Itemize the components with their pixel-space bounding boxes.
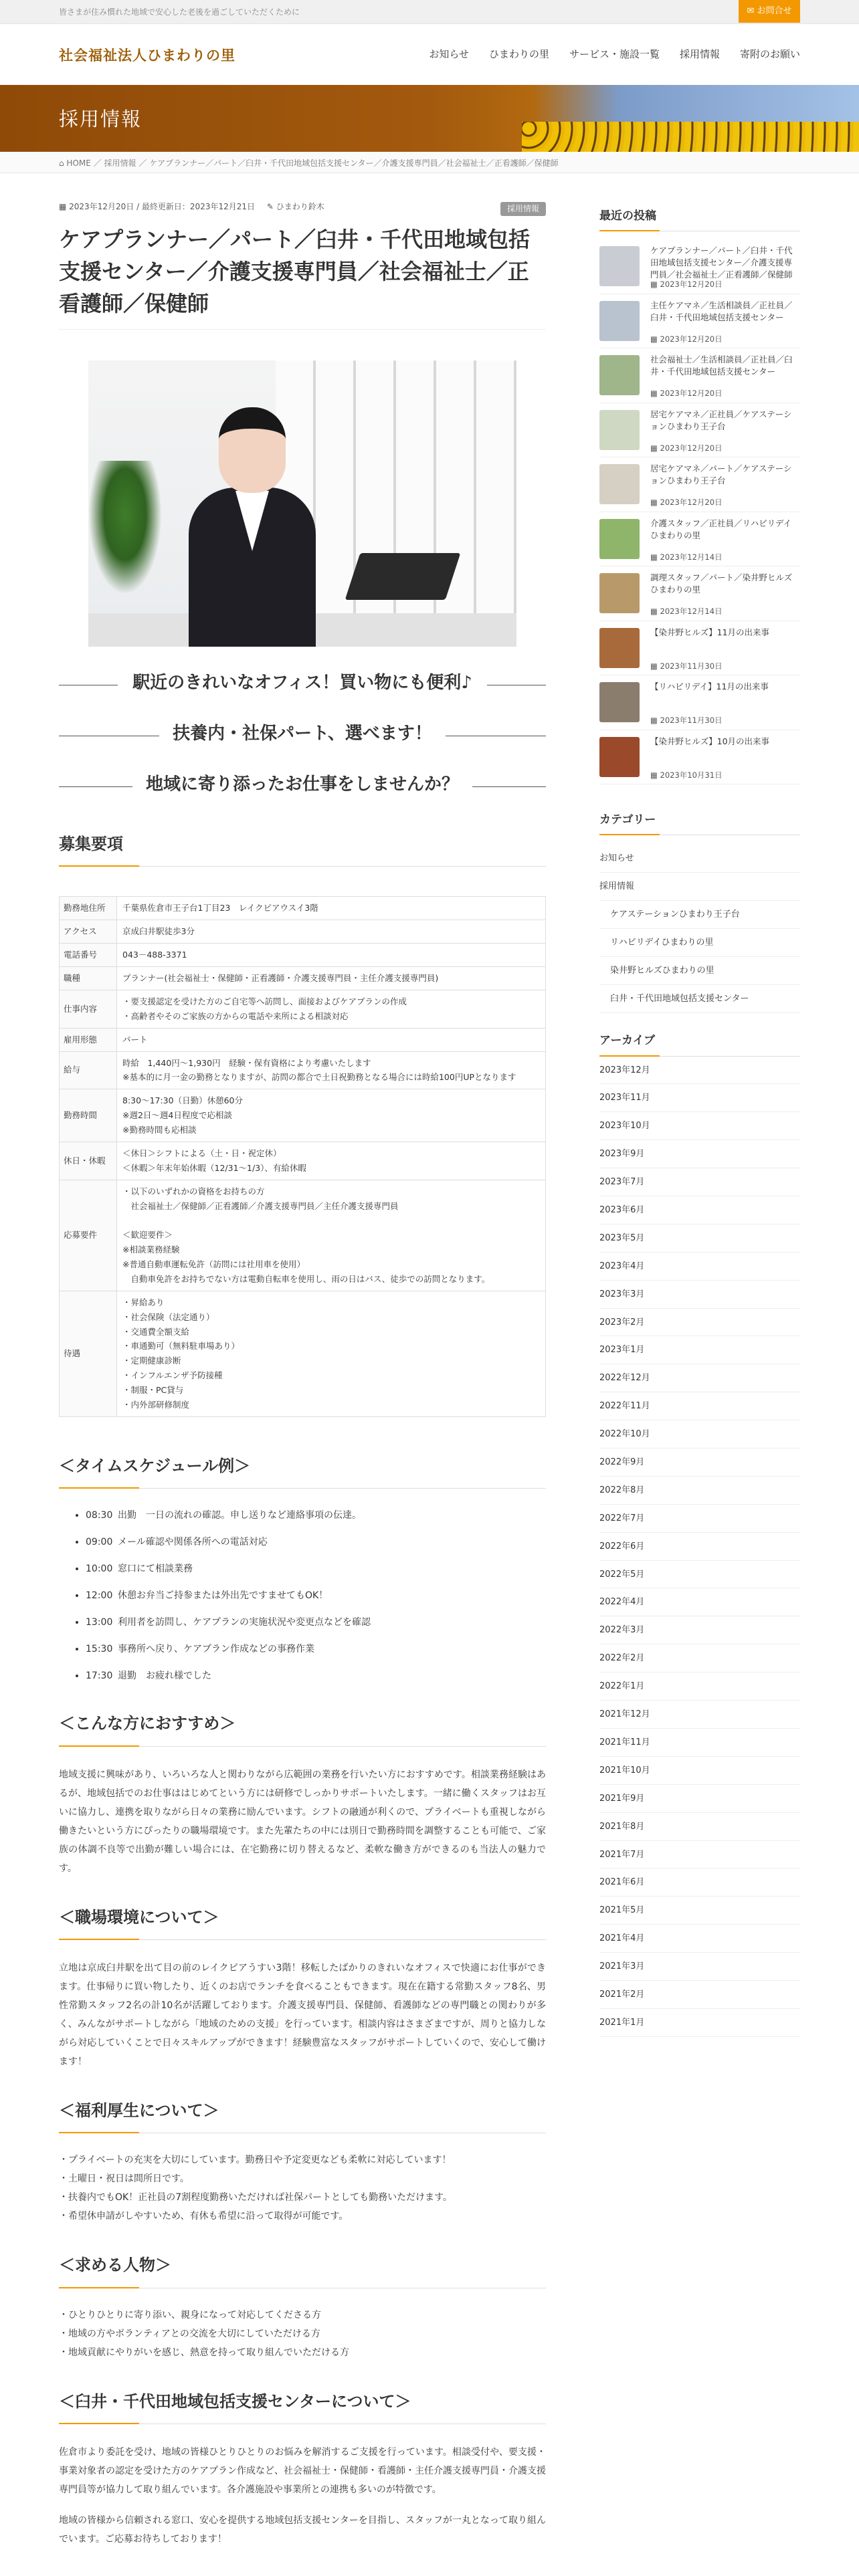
post-title: ケアプランナー／パート／臼井・千代田地域包括支援センター／介護支援専門員／社会福祉士／正看護師／保健師	[59, 223, 546, 330]
recent-post-item[interactable]	[599, 239, 800, 294]
archive-item[interactable]: 2021年8月	[599, 1813, 800, 1841]
recent-post-date: ▦ 2023年12月20日	[650, 334, 723, 344]
recent-post-date: ▦ 2023年11月30日	[650, 716, 723, 726]
recent-post-item[interactable]	[599, 294, 800, 349]
recent-post-item[interactable]	[599, 512, 800, 567]
recruit-table-row	[60, 944, 546, 967]
schedule-time: 12:00	[86, 1590, 113, 1602]
archive-item[interactable]: 2022年7月	[599, 1505, 800, 1533]
recent-post-title[interactable]: 介護スタッフ／正社員／リハビリデイひまわりの里	[650, 518, 792, 540]
archive-item[interactable]: 2023年7月	[599, 1168, 800, 1196]
post-meta	[59, 201, 546, 218]
recent-post-title[interactable]: 【リハビリデイ】11月の出来事	[650, 681, 769, 692]
archive-item[interactable]: 2023年2月	[599, 1309, 800, 1337]
recent-post-date: ▦ 2023年12月20日	[650, 280, 723, 290]
recruit-table-row	[60, 1142, 546, 1180]
nav-services[interactable]: サービス・施設一覧	[569, 48, 660, 60]
schedule-time: 15:30	[86, 1644, 113, 1655]
recruit-table-label: 応募要件	[60, 1180, 117, 1291]
recent-post-thumbnail[interactable]	[599, 301, 640, 341]
archive-item[interactable]: 2023年12月	[599, 1057, 800, 1085]
archive-item[interactable]: 2022年5月	[599, 1561, 800, 1589]
recruit-table-row	[60, 1291, 546, 1416]
recent-post-date-text: 2023年12月14日	[660, 552, 723, 562]
archive-item[interactable]: 2021年4月	[599, 1925, 800, 1953]
recruit-table-value: プランナー(社会福祉士・保健師・正看護師・介護支援専門員・主任介護支援専門員)	[117, 967, 546, 990]
category-item[interactable]: 採用情報	[599, 873, 800, 901]
recruit-table-label: 雇用形態	[60, 1028, 117, 1051]
main-content	[59, 201, 546, 2549]
archive-item[interactable]: 2021年10月	[599, 1757, 800, 1785]
recommend-text: 地域支援に興味があり、いろいろな人と関わりながら広範囲の業務を行いたい方におすすめです。相談業務経験はあるが、地域包括でのお仕事ははじめてという方には研修でしっかりサポートいたします。一緒に働くスタッフはお互いに協力し、連携を取りながら日々の業務に励んでいます。シフトの融通が利くので、プライベートも重視しながら働きたいという方にぴったりの職場環境です。また先輩たちの中には別日で勤務時間を調整することも可能で、ご家族の体調不良等で出勤が難しい場合には、在宅勤務に切り替えるなど、柔軟な働き方ができるのも当法人の魅力です。	[59, 1769, 546, 1874]
lead-text-1	[59, 669, 546, 700]
recruit-table-value: 京成臼井駅徒歩3分	[117, 920, 546, 944]
recent-post-title[interactable]: 社会福祉士／生活相談員／正社員／臼井・千代田地域包括支援センター	[650, 354, 793, 377]
nav-recruit[interactable]: 採用情報	[679, 48, 720, 60]
archive-item[interactable]: 2021年2月	[599, 1981, 800, 2009]
recruit-table-row	[60, 897, 546, 920]
center-text-2: 地域の皆様から信頼される窓口、安心を提供する地域包括支援センターを目指し、スタッフが一丸となって取り組んでいます。ご応募お待ちしております！	[59, 2515, 546, 2545]
schedule-text: 事務所へ戻り、ケアプラン作成などの事務作業	[118, 1644, 314, 1655]
archive-item[interactable]: 2022年9月	[599, 1448, 800, 1477]
welfare-item: ・希望休申請がしやすいため、有休も希望に沿って取得が可能です。	[59, 2211, 349, 2222]
author[interactable]: ✎ ひまわり鈴木	[266, 202, 324, 211]
category-item[interactable]: 染井野ヒルズひまわりの里	[599, 957, 800, 985]
recruit-table-value: ＜休日＞シフトによる（土・日・祝定休） ＜休暇＞年末年始休暇（12/31〜1/3）、有給休暇	[117, 1142, 546, 1180]
recruit-table	[59, 896, 546, 1416]
recent-post-thumbnail[interactable]	[599, 573, 640, 613]
recent-post-date-text: 2023年10月31日	[660, 770, 723, 780]
archive-item[interactable]: 2021年6月	[599, 1868, 800, 1897]
schedule-text: 休憩お弁当ご持参または外出先ですませてもOK！	[118, 1590, 328, 1602]
person-item: ・地域貢献にやりがいを感じ、熱意を持って取り組んでいただける方	[59, 2347, 349, 2358]
category-list	[599, 845, 800, 1013]
schedule-time: 17:30	[86, 1671, 113, 1682]
site-tagline: 皆さまが住み慣れた地域で安心した老後を過ごしていただくために	[59, 7, 300, 17]
recent-post-title[interactable]: 居宅ケアマネ／パート／ケアステーションひまわり王子台	[650, 463, 792, 486]
archive-item[interactable]: 2021年12月	[599, 1701, 800, 1729]
recruit-table-value: ・以下のいずれかの資格をお持ちの方 社会福祉士／保健師／正看護師／介護支援専門員／主任介護支援専門員 ＜歓迎要件＞ ※相談業務経験 ※普通自動車運転免許（訪問には社用車を使用） 自動車免許をお持ちでない方は電動自転車を使用し、雨の日はバス、徒歩での訪問となります。	[117, 1180, 546, 1291]
recent-post-date-text: 2023年11月30日	[660, 661, 723, 671]
recent-post-item[interactable]	[599, 730, 800, 785]
recruit-table-label: 電話番号	[60, 944, 117, 967]
recruit-table-label: 職種	[60, 967, 117, 990]
recent-post-title[interactable]: 【染井野ヒルズ】10月の出来事	[650, 736, 770, 746]
welfare-heading: ＜福利厚生について＞	[59, 2098, 546, 2133]
schedule-item	[86, 1642, 546, 1669]
recent-post-date: ▦ 2023年12月14日	[650, 552, 723, 562]
staff-photo	[88, 360, 516, 647]
recruit-table-row	[60, 967, 546, 990]
recruit-table-value: 043－488-3371	[117, 944, 546, 967]
archive-list	[599, 1057, 800, 2037]
archive-item[interactable]: 2022年10月	[599, 1420, 800, 1448]
recruit-table-value: パート	[117, 1028, 546, 1051]
schedule-text: 利用者を訪問し、ケアプランの実施状況や変更点などを確認	[118, 1617, 371, 1628]
schedule-item	[86, 1589, 546, 1616]
archive-item[interactable]: 2022年11月	[599, 1392, 800, 1420]
category-badge[interactable]: 採用情報	[500, 202, 546, 216]
archive-item[interactable]: 2022年4月	[599, 1588, 800, 1616]
lead-text-1-label: 駅近のきれいなオフィス！買い物にも便利♪	[120, 673, 484, 693]
recruit-table-row	[60, 920, 546, 944]
page-banner	[0, 85, 859, 152]
archive-item[interactable]: 2022年6月	[599, 1533, 800, 1561]
welfare-list	[59, 2151, 546, 2226]
schedule-item	[86, 1562, 546, 1589]
archive-item[interactable]: 2021年3月	[599, 1953, 800, 1981]
recent-post-item[interactable]	[599, 675, 800, 730]
person-heading: ＜求める人物＞	[59, 2252, 546, 2288]
recent-post-date: ▦ 2023年12月20日	[650, 443, 723, 453]
schedule-time: 09:00	[86, 1537, 113, 1548]
schedule-time: 10:00	[86, 1564, 113, 1575]
recent-post-date-text: 2023年11月30日	[660, 716, 723, 726]
recent-post-date: ▦ 2023年12月20日	[650, 389, 723, 399]
recent-post-thumbnail[interactable]	[599, 410, 640, 450]
lead-text-2	[59, 720, 546, 751]
recent-post-item[interactable]	[599, 621, 800, 676]
recruit-table-value: 時給 1,440円〜1,930円 経験・保有資格により考慮いたします ※基本的に月一金の勤務となりますが、訪問の都合で土日祝勤務となる場合には時給100円UPとなります	[117, 1051, 546, 1089]
sunflower-field-image	[522, 122, 859, 152]
recruit-table-value: 千葉県佐倉市王子台1丁目23 レイクピアウスイ3階	[117, 897, 546, 920]
recruit-table-value: ・要支援認定を受けた方のご自宅等へ訪問し、面接およびケアプランの作成 ・高齢者やそのご家族の方からの電話や来所による相談対応	[117, 990, 546, 1028]
recent-post-title[interactable]: ケアプランナー／パート／臼井・千代田地域包括支援センター／介護支援専門員／社会福祉士／正看護師／保健師	[650, 245, 793, 280]
recruit-table-row	[60, 990, 546, 1028]
recent-post-date-text: 2023年12月20日	[660, 498, 723, 508]
schedule-item	[86, 1669, 546, 1696]
recent-post-date: ▦ 2023年10月31日	[650, 770, 723, 780]
recent-posts-list	[599, 239, 800, 784]
breadcrumb	[0, 152, 859, 173]
recommend-heading: ＜こんな方におすすめ＞	[59, 1711, 546, 1746]
schedule-time: 08:30	[86, 1510, 113, 1521]
updated-date-text: 最終更新日：2023年12月21日	[141, 202, 256, 211]
recent-post-thumbnail[interactable]	[599, 682, 640, 722]
recruit-table-label: アクセス	[60, 920, 117, 944]
archive-item[interactable]: 2022年3月	[599, 1616, 800, 1644]
archive-item[interactable]: 2021年1月	[599, 2009, 800, 2037]
recent-post-thumbnail[interactable]	[599, 628, 640, 668]
recent-post-date-text: 2023年12月20日	[660, 280, 723, 290]
recent-post-item[interactable]	[599, 403, 800, 458]
schedule-heading: ＜タイムスケジュール例＞	[59, 1453, 546, 1489]
recent-post-date: ▦ 2023年12月20日	[650, 498, 723, 508]
published-date-text: 2023年12月20日	[69, 202, 134, 211]
center-text-1: 佐倉市より委託を受け、地域の皆様ひとりひとりのお悩みを解消するご支援を行っています。相談受付や、要支援・事業対象者の認定を受けた方のケアプラン作成など、社会福祉士・保健師・看護師・主任介護支援専門員・介護支援専門員等が協力して取り組んでいます。各介護施設や事業所との連携も多いのが特徴です。	[59, 2447, 546, 2496]
environment-text: 立地は京成臼井駅を出て目の前のレイクピアうすい3階！移転したばかりのきれいなオフィスで快適にお仕事ができます。仕事帰りに買い物したり、近くのお店でランチを食べることもできます。現在在籍する常勤スタッフ8名、男性常勤スタッフ2名の計10名が活躍しております。介護支援専門員、保健師、看護師などの専門職との関わりが多く、みんながサポートしながら「地域のための支援」を行っています。相談内容はさまざまですが、周りと協力しながら対応していくことで日々スキルアップができます！経験豊富なスタッフがサポートしていくので、安心して働けます！	[59, 1962, 546, 2067]
recent-post-date-text: 2023年12月20日	[660, 334, 723, 344]
schedule-text: メール確認や関係各所への電話対応	[118, 1537, 268, 1548]
recent-post-thumbnail[interactable]	[599, 737, 640, 777]
archive-item[interactable]: 2022年2月	[599, 1644, 800, 1673]
recruit-table-row	[60, 1089, 546, 1142]
category-heading: カテゴリー	[599, 811, 800, 835]
archive-item[interactable]: 2023年6月	[599, 1196, 800, 1224]
recent-post-title[interactable]: 調理スタッフ／パート／染井野ヒルズひまわりの里	[650, 572, 793, 595]
welfare-item: ・プライベートの充実を大切にしています。勤務日や予定変更なども柔軟に対応しています！	[59, 2155, 452, 2166]
recent-post-thumbnail[interactable]	[599, 355, 640, 395]
recruit-table-label: 勤務時間	[60, 1089, 117, 1142]
recent-post-date: ▦ 2023年12月14日	[650, 607, 723, 617]
recruit-table-label: 休日・休暇	[60, 1142, 117, 1180]
lead-text-3-label: 地域に寄り添ったお仕事をしませんか？	[134, 774, 471, 794]
recruit-table-row	[60, 1028, 546, 1051]
category-item[interactable]: ケアステーションひまわり王子台	[599, 901, 800, 929]
schedule-item	[86, 1616, 546, 1642]
archive-item[interactable]: 2023年9月	[599, 1140, 800, 1168]
person-list	[59, 2306, 546, 2362]
person-item: ・地域の方やボランティアとの交流を大切にしていただける方	[59, 2328, 320, 2339]
breadcrumb-text[interactable]: ⌂ HOME ／ 採用情報 ／ ケアプランナー／パート／臼井・千代田地域包括支援センター／介護支援専門員／社会福祉士／正看護師／保健師	[59, 158, 559, 168]
archive-item[interactable]: 2021年5月	[599, 1897, 800, 1925]
recent-post-thumbnail[interactable]	[599, 464, 640, 504]
schedule-text: 窓口にて相談業務	[118, 1564, 193, 1575]
schedule-item	[86, 1509, 546, 1535]
schedule-list	[59, 1509, 546, 1696]
archive-item[interactable]: 2021年9月	[599, 1785, 800, 1813]
global-nav	[429, 46, 800, 62]
sidebar	[599, 207, 800, 2037]
recent-post-date-text: 2023年12月14日	[660, 607, 723, 617]
recent-post-date-text: 2023年12月20日	[660, 389, 723, 399]
author-name: ひまわり鈴木	[276, 202, 324, 211]
center-heading: ＜臼井・千代田地域包括支援センターについて＞	[59, 2389, 546, 2424]
recent-post-date-text: 2023年12月20日	[660, 443, 723, 453]
archive-item[interactable]: 2023年1月	[599, 1336, 800, 1364]
recent-post-item[interactable]	[599, 566, 800, 621]
welfare-item: ・扶養内でもOK！正社員の7割程度勤務いただければ社保パートとしても勤務いただけます。	[59, 2192, 452, 2204]
recent-post-item[interactable]	[599, 457, 800, 512]
archive-item[interactable]: 2022年1月	[599, 1673, 800, 1701]
schedule-time: 13:00	[86, 1617, 113, 1628]
recent-post-thumbnail[interactable]	[599, 519, 640, 559]
archive-item[interactable]: 2023年11月	[599, 1084, 800, 1112]
page-title: 採用情報	[59, 108, 142, 130]
schedule-text: 出勤 一日の流れの確認。申し送りなど連絡事項の伝達。	[118, 1510, 361, 1521]
published-date: ▦ 2023年12月20日 / 最終更新日：2023年12月21日	[59, 202, 256, 211]
category-item[interactable]: お知らせ	[599, 845, 800, 873]
environment-heading: ＜職場環境について＞	[59, 1905, 546, 1940]
archive-heading: アーカイブ	[599, 1032, 800, 1056]
recent-post-item[interactable]	[599, 348, 800, 403]
contact-button[interactable]: ✉ お問合せ	[739, 0, 800, 23]
recruit-table-label: 給与	[60, 1051, 117, 1089]
nav-donation[interactable]: 寄附のお願い	[739, 48, 800, 60]
recruit-table-row	[60, 1180, 546, 1291]
person-item: ・ひとりひとりに寄り添い、親身になって対応してくださる方	[59, 2309, 321, 2321]
site-header	[0, 25, 859, 85]
recent-post-thumbnail[interactable]	[599, 246, 640, 286]
top-bar	[0, 0, 859, 24]
lead-text-2-label: 扶養内・社保パート、選べます！	[161, 724, 444, 744]
recruit-table-value: ・昇給あり ・社会保険（法定通り） ・交通費全額支給 ・車通勤可（無料駐車場あり） ・定期健康診断 ・インフルエンザ予防接種 ・制服・PC貸与 ・内外部研修制度	[117, 1291, 546, 1416]
recruit-table-row	[60, 1051, 546, 1089]
recent-post-title[interactable]: 【染井野ヒルズ】11月の出来事	[650, 627, 770, 637]
recruit-table-label: 勤務地住所	[60, 897, 117, 920]
archive-item[interactable]: 2021年11月	[599, 1729, 800, 1757]
recent-post-title[interactable]: 居宅ケアマネ／正社員／ケアステーションひまわり王子台	[650, 409, 792, 431]
schedule-text: 退勤 お疲れ様でした	[118, 1671, 211, 1682]
archive-item[interactable]: 2023年5月	[599, 1224, 800, 1253]
site-logo[interactable]: 社会福祉法人ひまわりの里	[59, 47, 235, 64]
recruit-table-value: 8:30〜17:30（日勤）休憩60分 ※週2日〜週4日程度で応相談 ※勤務時間も応相談	[117, 1089, 546, 1142]
recent-post-title[interactable]: 主任ケアマネ／生活相談員／正社員／臼井・千代田地域包括支援センター	[650, 300, 793, 322]
archive-item[interactable]: 2023年10月	[599, 1112, 800, 1140]
nav-about[interactable]: ひまわりの里	[488, 48, 549, 60]
recent-post-date: ▦ 2023年11月30日	[650, 661, 723, 671]
archive-item[interactable]: 2023年4月	[599, 1253, 800, 1281]
nav-news[interactable]: お知らせ	[429, 48, 469, 60]
schedule-item	[86, 1535, 546, 1562]
recent-posts-heading: 最近の投稿	[599, 207, 800, 231]
recruit-table-label: 仕事内容	[60, 990, 117, 1028]
archive-item[interactable]: 2022年8月	[599, 1477, 800, 1505]
category-item[interactable]: リハビリデイひまわりの里	[599, 929, 800, 957]
category-item[interactable]: 臼井・千代田地域包括支援センター	[599, 985, 800, 1013]
archive-item[interactable]: 2023年3月	[599, 1281, 800, 1309]
welfare-item: ・土曜日・祝日は間所日です。	[59, 2173, 189, 2185]
recruit-heading: 募集要項	[59, 831, 546, 867]
lead-text-3	[59, 771, 546, 802]
archive-item[interactable]: 2022年12月	[599, 1364, 800, 1392]
recruit-table-label: 待遇	[60, 1291, 117, 1416]
archive-item[interactable]: 2021年7月	[599, 1841, 800, 1869]
